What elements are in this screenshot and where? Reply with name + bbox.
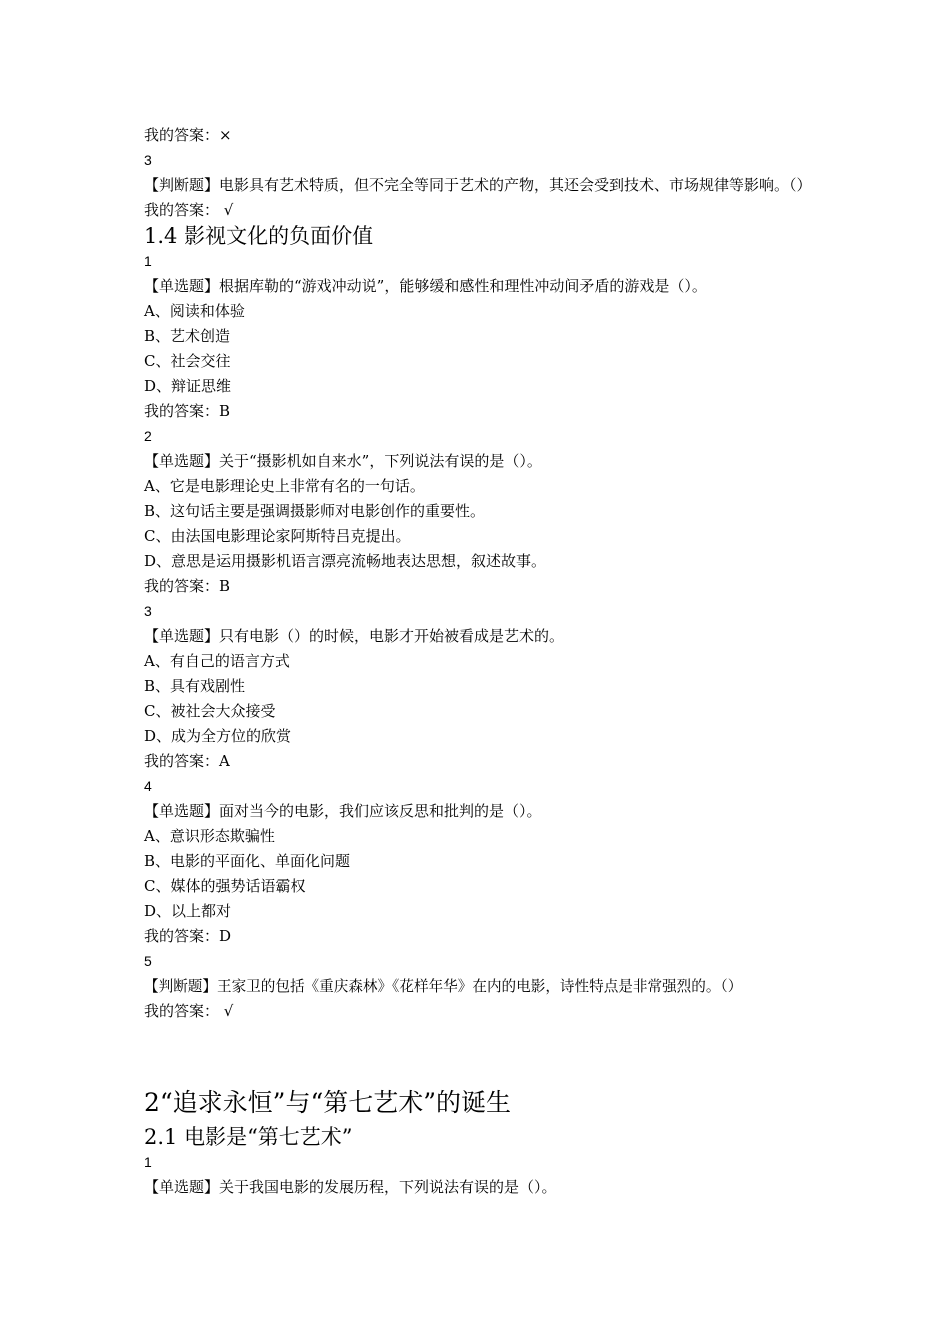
- option-b: B、电影的平面化、单面化问题: [144, 852, 351, 870]
- section-heading: 2.1 电影是“第七艺术”: [144, 1125, 353, 1149]
- question-text: 【单选题】关于我国电影的发展历程，下列说法有误的是（）。: [144, 1178, 557, 1196]
- option-c: C、媒体的强势话语霸权: [144, 877, 306, 895]
- option-d: D、意思是运用摄影机语言漂亮流畅地表达思想，叙述故事。: [144, 552, 547, 570]
- question-number: 4: [144, 778, 152, 794]
- option-a: A、阅读和体验: [144, 302, 245, 320]
- question-text: 【单选题】只有电影（）的时候，电影才开始被看成是艺术的。: [144, 627, 565, 645]
- question-text: 【判断题】王家卫的包括《重庆森林》《花样年华》在内的电影，诗性特点是非常强烈的。（）: [144, 978, 743, 995]
- question-number: 3: [144, 603, 152, 619]
- answer-line: 我的答案：B: [144, 577, 231, 595]
- option-b: B、这句话主要是强调摄影师对电影创作的重要性。: [144, 502, 486, 520]
- question-number: 1: [144, 1154, 152, 1170]
- option-c: C、由法国电影理论家阿斯特吕克提出。: [144, 527, 411, 545]
- document-page: [144, 123, 814, 1200]
- section-heading: 1.4 影视文化的负面价值: [144, 224, 374, 248]
- answer-line: 我的答案：D: [144, 927, 232, 945]
- question-text: 【判断题】电影具有艺术特质，但不完全等同于艺术的产物，其还会受到技术、市场规律等影响。（）: [144, 176, 812, 194]
- question-text: 【单选题】关于“摄影机如自来水”，下列说法有误的是（）。: [144, 452, 542, 470]
- option-a: A、它是电影理论史上非常有名的一句话。: [144, 477, 425, 495]
- answer-line: 我的答案： √: [144, 1002, 234, 1020]
- option-d: D、辩证思维: [144, 377, 232, 395]
- option-a: A、有自己的语言方式: [144, 652, 290, 670]
- option-b: B、艺术创造: [144, 327, 231, 345]
- question-number: 5: [144, 953, 152, 969]
- option-c: C、被社会大众接受: [144, 702, 276, 720]
- option-d: D、以上都对: [144, 902, 232, 920]
- option-d: D、成为全方位的欣赏: [144, 727, 292, 745]
- option-b: B、具有戏剧性: [144, 677, 246, 695]
- question-number: 1: [144, 253, 152, 269]
- question-text: 【单选题】面对当今的电影，我们应该反思和批判的是（）。: [144, 802, 542, 820]
- question-number: 2: [144, 428, 152, 444]
- answer-line: 我的答案：B: [144, 402, 231, 420]
- option-c: C、社会交往: [144, 352, 231, 370]
- chapter-heading: 2“追求永恒”与“第七艺术”的诞生: [144, 1088, 512, 1117]
- question-text: 【单选题】根据库勒的“游戏冲动说”，能够缓和感性和理性冲动间矛盾的游戏是（）。: [144, 277, 707, 295]
- answer-line: 我的答案： √: [144, 201, 234, 219]
- question-number: 3: [144, 152, 152, 168]
- option-a: A、意识形态欺骗性: [144, 827, 275, 845]
- answer-line: 我的答案：A: [144, 752, 230, 770]
- answer-line: 我的答案：×: [144, 126, 232, 144]
